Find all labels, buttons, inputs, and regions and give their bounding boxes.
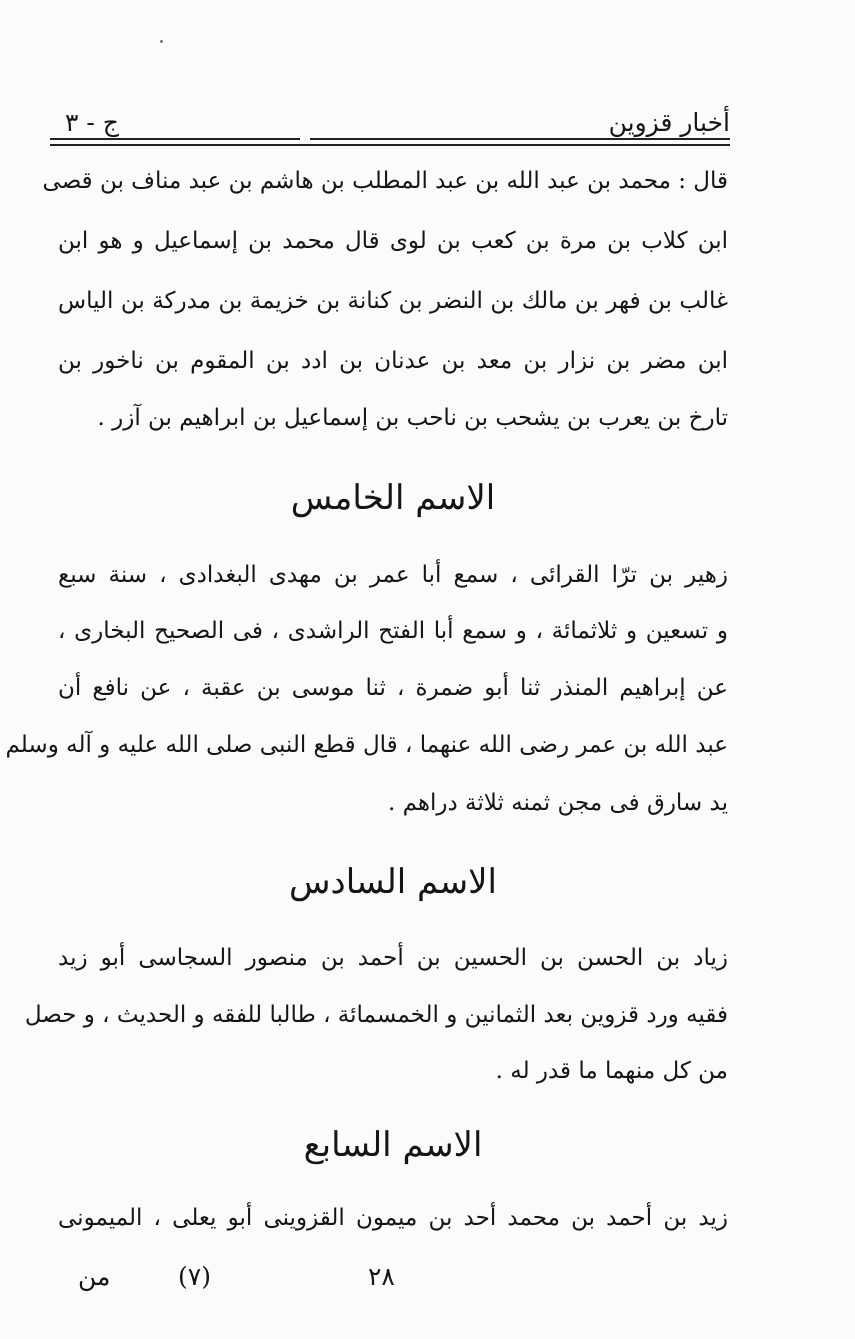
section-heading: الاسم السابع: [303, 1125, 483, 1165]
text-line: و تسعين و ثلاثمائة ، و سمع أبا الفتح الراشدى ، فى الصحيح البخارى ،: [58, 618, 728, 644]
text-line: تارخ بن يعرب بن يشحب بن ناحب بن إسماعيل بن ابراهيم بن آزر .: [97, 405, 728, 431]
text-line: عن إبراهيم المنذر ثنا أبو ضمرة ، ثنا موسى بن عقبة ، عن نافع أن: [58, 675, 728, 701]
text-line: ابن كلاب بن مرة بن كعب بن لوى قال محمد بن إسماعيل و هو ابن: [58, 228, 728, 254]
section-heading: الاسم الخامس: [290, 478, 496, 518]
text-line: من كل منهما ما قدر له .: [495, 1058, 728, 1084]
header-rule: [50, 144, 730, 146]
text-line: قال : محمد بن عبد الله بن عبد المطلب بن هاشم بن عبد مناف بن قصى: [42, 168, 728, 194]
text-line: ابن مضر بن نزار بن معد بن عدنان بن ادد بن المقوم بن ناخور بن: [58, 348, 728, 374]
signature-mark: (٧): [178, 1262, 211, 1291]
text-line: عبد الله بن عمر رضى الله عنهما ، قال قطع النبى صلى الله عليه و آله وسلم: [5, 732, 728, 758]
section-heading: الاسم السادس: [289, 862, 497, 902]
text-line: زيد بن أحمد بن محمد أحد بن ميمون القزوينى أبو يعلى ، الميمونى: [58, 1205, 728, 1231]
volume-label: ج - ٣: [65, 108, 119, 137]
header-rule-left: [50, 138, 300, 140]
text-line: فقيه ورد قزوين بعد الثمانين و الخمسمائة ، طالبا للفقه و الحديث ، و حصل: [24, 1002, 728, 1028]
header-rule-right: [310, 138, 730, 140]
ink-speck: [160, 40, 163, 43]
page-number: ٢٨: [368, 1262, 395, 1291]
running-header: [50, 108, 730, 148]
catchword: من: [78, 1262, 111, 1291]
text-line: غالب بن فهر بن مالك بن النضر بن كنانة بن خزيمة بن مدركة بن الياس: [58, 288, 728, 314]
text-line: زياد بن الحسن بن الحسين بن أحمد بن منصور السجاسى أبو زيد: [58, 945, 728, 971]
running-title: أخبار قزوين: [608, 108, 730, 137]
text-line: يد سارق فى مجن ثمنه ثلاثة دراهم .: [387, 790, 728, 816]
text-line: زهير بن ترّا القرائى ، سمع أبا عمر بن مهدى البغدادى ، سنة سبع: [58, 562, 728, 588]
